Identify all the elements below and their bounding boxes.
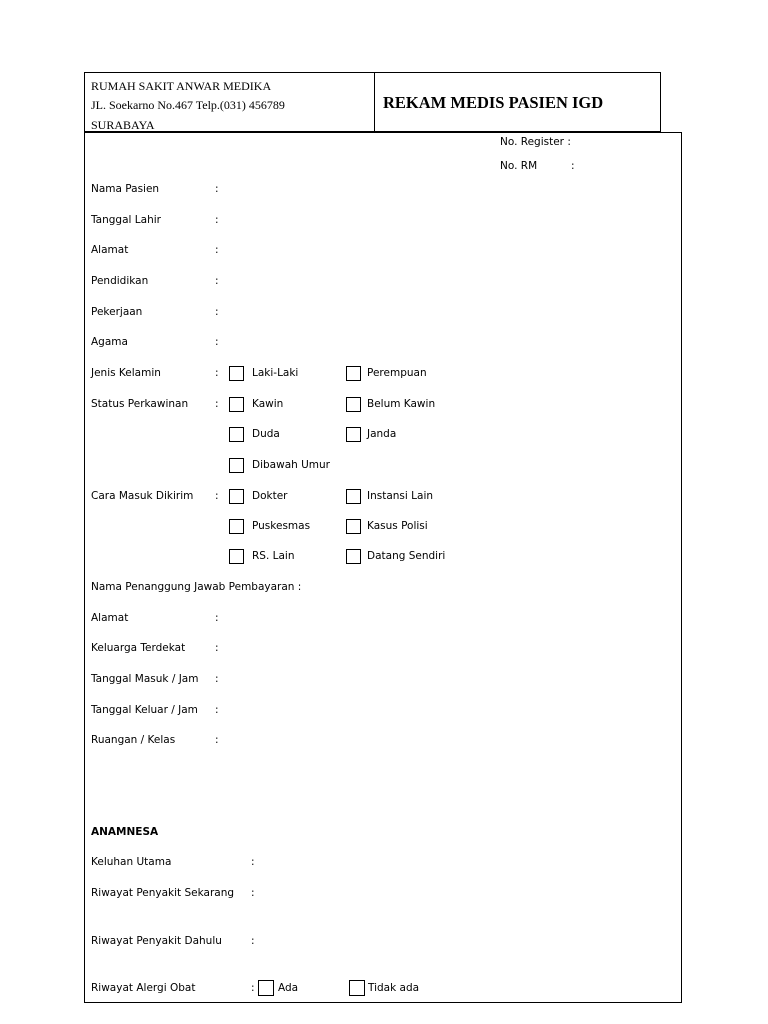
colon: : [215,336,219,348]
colon: : [215,275,219,287]
field-nama-pasien: Nama Pasien [91,183,160,195]
rm-colon: : [571,160,575,172]
colon: : [215,244,219,256]
checkbox-belum-kawin[interactable] [346,397,361,412]
colon: : [215,183,219,195]
option-duda: Duda [252,428,280,440]
checkbox-kawin[interactable] [229,397,244,412]
colon: : [215,734,219,746]
colon: : [215,642,219,654]
colon: : [251,982,255,994]
rm-label: No. RM [500,160,538,172]
field-agama: Agama [91,336,128,348]
colon: : [215,398,219,410]
option-datang-sendiri: Datang Sendiri [367,550,446,562]
option-dokter: Dokter [252,490,288,502]
colon: : [215,490,219,502]
colon: : [215,704,219,716]
patient-form [84,132,682,1003]
checkbox-duda[interactable] [229,427,244,442]
checkbox-laki-laki[interactable] [229,366,244,381]
colon: : [215,214,219,226]
checkbox-alergi-ada[interactable] [258,980,274,996]
checkbox-kasus-polisi[interactable] [346,519,361,534]
checkbox-dibawah-umur[interactable] [229,458,244,473]
colon: : [251,856,255,868]
field-ruangan-kelas: Ruangan / Kelas [91,734,176,746]
option-dibawah-umur: Dibawah Umur [252,459,331,471]
colon: : [215,612,219,624]
option-alergi-ada: Ada [278,982,299,994]
option-belum-kawin: Belum Kawin [367,398,436,410]
field-cara-masuk: Cara Masuk Dikirim [91,490,194,502]
checkbox-datang-sendiri[interactable] [346,549,361,564]
checkbox-dokter[interactable] [229,489,244,504]
field-riwayat-sekarang: Riwayat Penyakit Sekarang [91,887,235,899]
anamnesa-heading: ANAMNESA [91,826,159,838]
field-pendidikan: Pendidikan [91,275,149,287]
field-riwayat-dahulu: Riwayat Penyakit Dahulu [91,935,222,947]
option-kawin: Kawin [252,398,284,410]
hospital-city: SURABAYA [91,118,155,132]
field-tanggal-lahir: Tanggal Lahir [91,214,161,226]
checkbox-perempuan[interactable] [346,366,361,381]
form-title: REKAM MEDIS PASIEN IGD [383,93,604,112]
colon: : [251,887,255,899]
field-alamat-penanggung: Alamat [91,612,129,624]
colon: : [215,673,219,685]
colon: : [215,367,219,379]
checkbox-janda[interactable] [346,427,361,442]
field-tanggal-keluar: Tanggal Keluar / Jam [91,704,198,716]
field-riwayat-alergi: Riwayat Alergi Obat [91,982,196,994]
field-keluarga-terdekat: Keluarga Terdekat [91,642,186,654]
hospital-name: RUMAH SAKIT ANWAR MEDIKA [91,79,272,93]
field-status-perkawinan: Status Perkawinan [91,398,189,410]
option-instansi-lain: Instansi Lain [367,490,434,502]
form-title-box [375,72,661,132]
checkbox-rs-lain[interactable] [229,549,244,564]
field-penanggung-jawab: Nama Penanggung Jawab Pembayaran : [91,581,302,593]
option-laki-laki: Laki-Laki [252,367,299,379]
colon: : [251,935,255,947]
field-alamat: Alamat [91,244,129,256]
field-tanggal-masuk: Tanggal Masuk / Jam [91,673,199,685]
field-keluhan-utama: Keluhan Utama [91,856,172,868]
checkbox-puskesmas[interactable] [229,519,244,534]
checkbox-alergi-tidak-ada[interactable] [349,980,365,996]
option-puskesmas: Puskesmas [252,520,311,532]
option-kasus-polisi: Kasus Polisi [367,520,428,532]
option-perempuan: Perempuan [367,367,427,379]
hospital-info-box [84,72,375,132]
option-janda: Janda [367,428,397,440]
hospital-address: JL. Soekarno No.467 Telp.(031) 456789 [91,98,285,112]
field-pekerjaan: Pekerjaan [91,306,143,318]
option-alergi-tidak-ada: Tidak ada [368,982,420,994]
colon: : [215,306,219,318]
register-label: No. Register : [500,136,571,148]
checkbox-instansi-lain[interactable] [346,489,361,504]
option-rs-lain: RS. Lain [252,550,295,562]
field-jenis-kelamin: Jenis Kelamin [91,367,161,379]
